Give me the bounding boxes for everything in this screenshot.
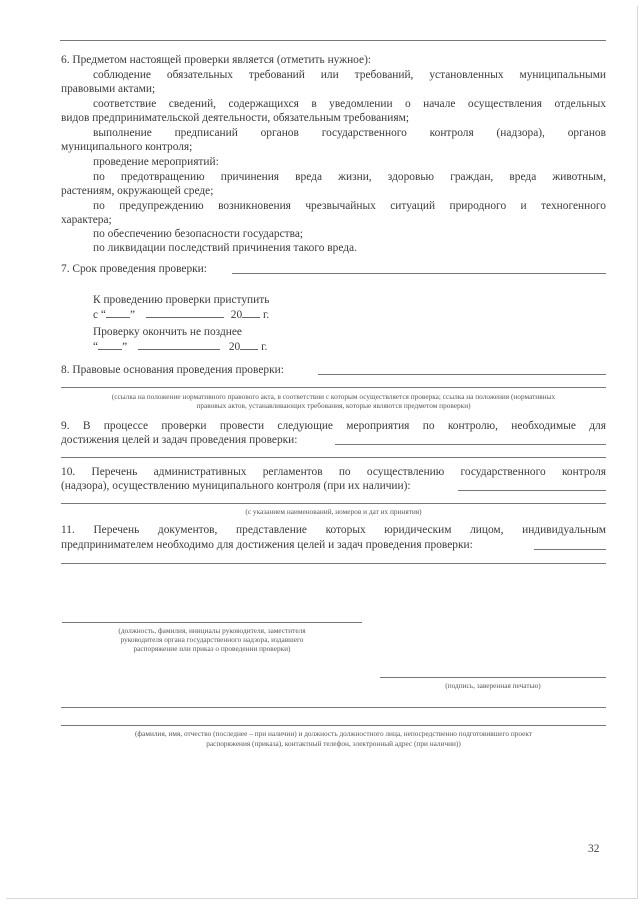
section-9-line: достижения целей и задач проведения проверки: — [61, 434, 298, 446]
section-10-heading: 10. Перечень административных регламентов по осуществлению государственного контроля — [61, 466, 606, 478]
section-8-heading: 8. Правовые основания проведения проверки: — [61, 364, 284, 376]
section-11-heading: 11. Перечень документов, представление которых юридическим лицом, индивидуальным — [61, 524, 606, 536]
regulations-fill-line-2[interactable] — [61, 503, 606, 504]
section-6-line: муниципального контроля; — [61, 141, 193, 153]
term-fill-line[interactable] — [232, 273, 606, 274]
measures-fill-line-2[interactable] — [61, 457, 606, 458]
measures-fill-line[interactable] — [335, 444, 606, 445]
legal-basis-fill-line-2[interactable] — [61, 387, 606, 388]
start-year-prefix: 20 — [230, 309, 243, 321]
end-year-field[interactable] — [240, 339, 258, 350]
section-11-line: предпринимателем необходимо для достижения целей и задач проведения проверки: — [61, 539, 473, 551]
end-label: Проверку окончить не позднее — [93, 326, 242, 338]
section-6-line: выполнение предписаний органов государственного контроля (надзора), органов — [93, 127, 606, 139]
section-6-line: по обеспечению безопасности государства; — [93, 228, 304, 240]
section-10-line: (надзора), осуществлению муниципального контроля (при их наличии): — [61, 480, 411, 492]
end-date-open-quote: “ — [93, 341, 99, 353]
documents-fill-line-2[interactable] — [61, 563, 606, 564]
section-6-line: видов предпринимательской деятельности, обязательным требованиям; — [61, 112, 409, 124]
section-6-line: растениям, окружающей среде; — [61, 185, 214, 197]
start-date-quote: ” — [129, 309, 136, 321]
signature-fill-line[interactable] — [380, 677, 606, 678]
preparer-caption: (фамилия, имя, отчество (последнее – при наличии) и должность должностного лица, непосредственно подготовившего проект — [135, 729, 532, 738]
section-6-line: соответствие сведений, содержащихся в уведомлении о начале осуществления отдельных — [93, 98, 606, 110]
preparer-fill-line-2[interactable] — [61, 725, 606, 726]
start-date — [93, 307, 269, 322]
section-6-heading: 6. Предметом настоящей проверки является (отметить нужное): — [61, 54, 372, 66]
end-day-field[interactable] — [98, 339, 122, 350]
official-caption: руководителя органа государственного надзора, издавшего — [120, 635, 304, 644]
section-7-heading: 7. Срок проведения проверки: — [61, 263, 207, 275]
official-caption: распоряжение или приказ о проведении проверки) — [133, 644, 291, 653]
start-label: К проведению проверки приступить — [93, 294, 270, 306]
official-caption: (должность, фамилия, инициалы руководителя, заместителя — [118, 626, 306, 635]
start-day-field[interactable] — [106, 307, 130, 318]
preparer-fill-line[interactable] — [61, 707, 606, 708]
preparer-caption: распоряжения (приказа), контактный телефон, электронный адрес (при наличии)) — [206, 739, 461, 748]
documents-fill-line[interactable] — [534, 549, 606, 550]
start-year-field[interactable] — [242, 307, 260, 318]
end-year-suffix: г. — [261, 341, 268, 353]
start-month-field[interactable] — [146, 307, 224, 318]
section-6-line: характера; — [61, 214, 112, 226]
section-8-caption: правовых актов, устанавливающих требования, которые являются предметом проверки) — [196, 401, 471, 410]
section-8-caption: (ссылка на положение нормативного правового акта, в соответствии с которым осуществляется проверка; ссылка на положения (нормативных — [111, 392, 556, 401]
section-6-line: по ликвидации последствий причинения такого вреда. — [93, 242, 357, 254]
end-date-quote: ” — [122, 341, 128, 353]
regulations-fill-line[interactable] — [458, 490, 606, 491]
legal-basis-fill-line[interactable] — [318, 374, 606, 375]
end-date — [93, 339, 267, 354]
section-6-line: правовыми актами; — [61, 83, 156, 95]
section-9-heading: 9. В процессе проверки провести следующие мероприятия по контролю, необходимые для — [61, 420, 606, 432]
official-fill-line[interactable] — [62, 622, 362, 623]
section-6-line: соблюдение обязательных требований или требований, установленных муниципальными — [93, 69, 606, 81]
section-6-line: проведение мероприятий: — [93, 156, 219, 168]
start-year-suffix: г. — [263, 309, 270, 321]
section-6-line: по предотвращению причинения вреда жизни, здоровью граждан, вреда животным, — [93, 171, 606, 183]
signature-caption: (подпись, заверенная печатью) — [445, 681, 541, 690]
end-year-prefix: 20 — [228, 341, 241, 353]
section-6-line: по предупреждению возникновения чрезвычайных ситуаций природного и техногенного — [93, 200, 606, 212]
top-rule — [60, 40, 606, 41]
page-edge-right — [637, 6, 638, 899]
section-10-caption: (с указанием наименований, номеров и дат их принятия) — [245, 507, 422, 516]
end-month-field[interactable] — [138, 339, 220, 350]
page-number: 32 — [588, 843, 600, 855]
page-edge-bottom — [6, 898, 638, 899]
start-date-prefix: с “ — [93, 309, 106, 321]
